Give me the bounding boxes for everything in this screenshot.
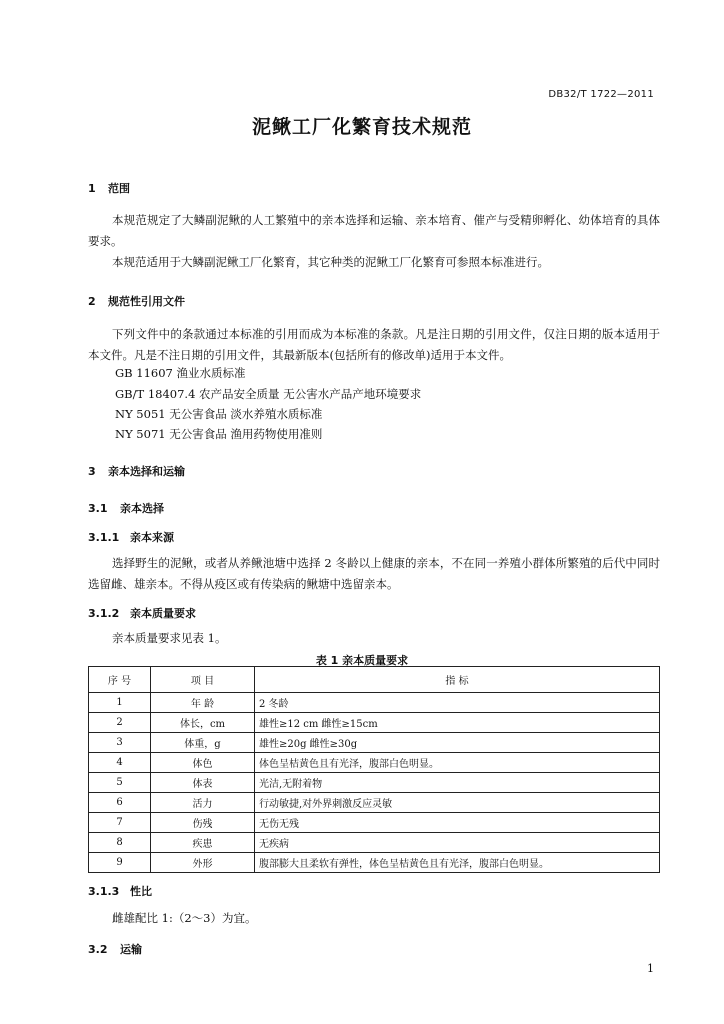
section-number: 3 xyxy=(88,465,96,478)
section-3-1-1-heading xyxy=(88,529,174,545)
cell-item: 疾患 xyxy=(151,833,255,853)
cell-criteria: 行动敏捷,对外界刺激反应灵敏 xyxy=(255,793,660,813)
cell-index: 8 xyxy=(89,833,151,853)
cell-index: 5 xyxy=(89,773,151,793)
section-1-heading xyxy=(88,180,130,196)
cell-index: 3 xyxy=(89,733,151,753)
cell-item: 活力 xyxy=(151,793,255,813)
cell-index: 7 xyxy=(89,813,151,833)
cell-criteria: 体色呈桔黄色且有光泽，腹部白色明显。 xyxy=(255,753,660,773)
section-number: 3.1.1 xyxy=(88,531,120,544)
cell-criteria: 雄性≥12 cm 雌性≥15cm xyxy=(255,713,660,733)
cell-criteria: 2 冬龄 xyxy=(255,693,660,713)
section-title: 性比 xyxy=(130,885,152,898)
section-number: 3.1 xyxy=(88,502,108,515)
parent-quality-table xyxy=(88,666,660,873)
cell-item: 体长，cm xyxy=(151,713,255,733)
cell-index: 6 xyxy=(89,793,151,813)
section-title: 亲本质量要求 xyxy=(130,607,196,620)
cell-index: 9 xyxy=(89,853,151,873)
table-row xyxy=(89,693,660,713)
reference-item: NY 5071 无公害食品 渔用药物使用准则 xyxy=(115,427,323,441)
cell-criteria: 光洁,无附着物 xyxy=(255,773,660,793)
reference-item: NY 5051 无公害食品 淡水养殖水质标准 xyxy=(115,407,323,421)
page-number: 1 xyxy=(647,962,654,975)
cell-index: 4 xyxy=(89,753,151,773)
table-row xyxy=(89,773,660,793)
section-title: 规范性引用文件 xyxy=(108,295,185,308)
cell-index: 1 xyxy=(89,693,151,713)
cell-criteria: 无疾病 xyxy=(255,833,660,853)
section-title: 运输 xyxy=(120,943,142,956)
section-3-2-heading xyxy=(88,941,142,957)
section-number: 3.2 xyxy=(88,943,108,956)
section-title: 亲本来源 xyxy=(130,531,174,544)
table-row xyxy=(89,833,660,853)
cell-criteria: 腹部膨大且柔软有弹性，体色呈桔黄色且有光泽，腹部白色明显。 xyxy=(255,853,660,873)
header-cell-criteria: 指 标 xyxy=(255,667,660,693)
paragraph: 本规范适用于大鳞副泥鳅工厂化繁育，其它种类的泥鳅工厂化繁育可参照本标准进行。 xyxy=(112,255,549,269)
section-number: 3.1.3 xyxy=(88,885,120,898)
cell-criteria: 无伤无残 xyxy=(255,813,660,833)
table-row xyxy=(89,793,660,813)
cell-item: 年 龄 xyxy=(151,693,255,713)
paragraph: 本规范规定了大鳞副泥鳅的人工繁殖中的亲本选择和运输、亲本培育、催产与受精卵孵化、幼体培育的具体要求。 xyxy=(88,213,660,248)
table-row xyxy=(89,733,660,753)
cell-item: 伤残 xyxy=(151,813,255,833)
document-title: 泥鳅工厂化繁育技术规范 xyxy=(251,116,472,138)
reference-item: GB 11607 渔业水质标准 xyxy=(115,366,246,380)
section-title: 亲本选择和运输 xyxy=(108,465,185,478)
cell-item: 体色 xyxy=(151,753,255,773)
section-number: 1 xyxy=(88,182,96,195)
cell-criteria: 雄性≥20g 雌性≥30g xyxy=(255,733,660,753)
paragraph: 亲本质量要求见表 1。 xyxy=(112,631,227,645)
cell-item: 体表 xyxy=(151,773,255,793)
cell-index: 2 xyxy=(89,713,151,733)
paragraph: 选择野生的泥鳅，或者从养鳅池塘中选择 2 冬龄以上健康的亲本，不在同一养殖小群体所繁殖的后代中同时选留雌、雄亲本。不得从疫区或有传染病的鳅塘中选留亲本。 xyxy=(88,556,660,591)
cell-item: 体重，g xyxy=(151,733,255,753)
section-title: 亲本选择 xyxy=(120,502,164,515)
standard-code: DB32/T 1722—2011 xyxy=(548,89,654,100)
reference-item: GB/T 18407.4 农产品安全质量 无公害水产品产地环境要求 xyxy=(115,387,422,401)
paragraph: 下列文件中的条款通过本标准的引用而成为本标准的条款。凡是注日期的引用文件，仅注日期的版本适用于本文件。凡是不注日期的引用文件，其最新版本(包括所有的修改单)适用于本文件。 xyxy=(88,327,660,362)
section-number: 2 xyxy=(88,295,96,308)
table-row xyxy=(89,853,660,873)
table-row xyxy=(89,813,660,833)
table-row xyxy=(89,753,660,773)
section-title: 范围 xyxy=(108,182,130,195)
paragraph: 雌雄配比 1:（2～3）为宜。 xyxy=(112,911,257,925)
header-cell-item: 项 目 xyxy=(151,667,255,693)
table-header-row xyxy=(89,667,660,693)
section-2-heading xyxy=(88,293,185,309)
table-caption: 表 1 亲本质量要求 xyxy=(315,654,409,667)
section-3-1-3-heading xyxy=(88,883,152,899)
section-number: 3.1.2 xyxy=(88,607,120,620)
section-3-heading xyxy=(88,463,185,479)
table-row xyxy=(89,713,660,733)
section-3-1-2-heading xyxy=(88,605,196,621)
section-3-1-heading xyxy=(88,500,164,516)
cell-item: 外形 xyxy=(151,853,255,873)
header-cell-index: 序 号 xyxy=(89,667,151,693)
